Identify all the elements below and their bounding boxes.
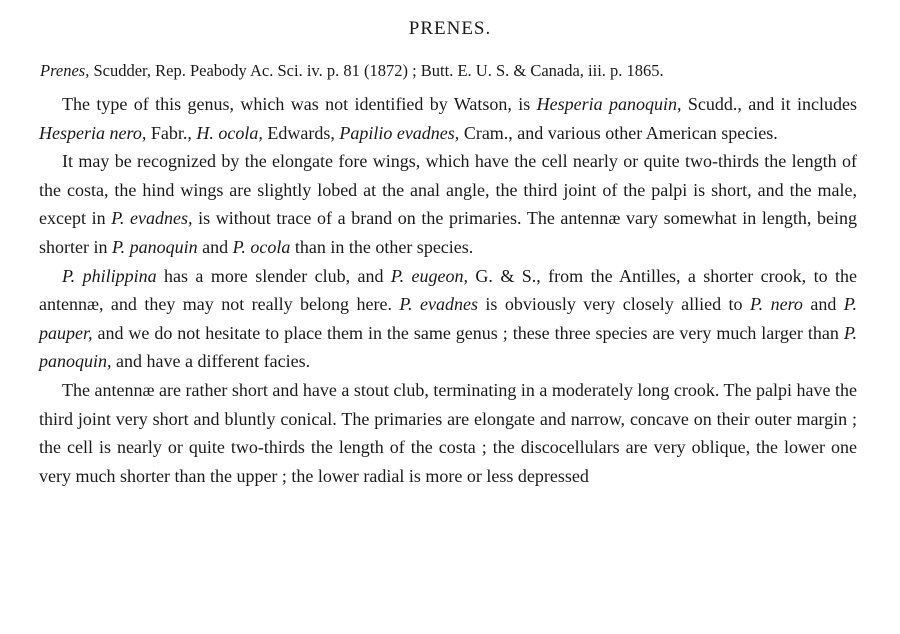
text-run: than in the other species. bbox=[290, 236, 474, 257]
text-run: The antennæ are rather short and have a stout club, terminating in a moderately long crook. The palpi have the third joint very short and bluntly conical. The primaries are elongate and narrow, concave on their outer margin ; the cell is nearly or quite two-thirds the length of the costa ; the discocellulars are very oblique, the lower one very much shorter than the upper ; the lower radial is more or less depressed bbox=[39, 379, 857, 486]
taxon-name: Hesperia nero, bbox=[39, 122, 147, 143]
text-run: Fabr., bbox=[146, 122, 197, 143]
genus-name: Prenes, bbox=[40, 61, 90, 80]
taxon-name: Hesperia panoquin, bbox=[536, 94, 682, 114]
body-text bbox=[39, 90, 857, 490]
taxon-name: P. nero bbox=[749, 294, 803, 315]
taxon-name: Papilio evadnes, bbox=[339, 122, 460, 143]
text-run: The type of this genus, which was not identified by Watson, is bbox=[62, 94, 537, 114]
text-run: It may be recognized by the elongate fore wings, which have the cell nearly or quite two-thirds the length of the costa, the hind wings are slightly lobed at the anal angle, the third joint of the palpi is short, and the male, except in bbox=[39, 151, 857, 229]
text-run: and we do not hesitate to place them in the same genus ; these three species are very much larger than bbox=[92, 322, 844, 343]
taxon-name: P. pauper, bbox=[39, 294, 857, 343]
reference-citation: Scudder, Rep. Peabody Ac. Sci. iv. p. 81 (1872) ; Butt. E. U. S. & Canada, iii. p. 1865. bbox=[93, 61, 664, 80]
taxon-name: H. ocola, bbox=[196, 122, 263, 143]
text-run: is without trace of a brand on the primaries. The antennæ vary somewhat in length, being shorter in bbox=[39, 208, 857, 257]
paragraph bbox=[39, 376, 857, 490]
taxon-name: P. panoquin bbox=[111, 236, 198, 257]
taxon-name: P. evadnes, bbox=[111, 208, 193, 229]
text-run: is obviously very closely allied to bbox=[477, 294, 750, 315]
taxon-name: P. eugeon, bbox=[390, 265, 468, 286]
genus-reference bbox=[40, 61, 870, 81]
taxon-name: P. panoquin, bbox=[39, 322, 857, 372]
text-run: and have a different facies. bbox=[111, 351, 311, 372]
text-run: has a more slender club, and bbox=[156, 265, 391, 286]
paragraph bbox=[39, 262, 857, 376]
taxon-name: P. philippina bbox=[62, 265, 157, 286]
text-run: and bbox=[802, 294, 844, 315]
page-title: PRENES. bbox=[408, 18, 492, 39]
text-run: Scudd., and it includes bbox=[681, 94, 858, 114]
text-run: and bbox=[197, 236, 233, 257]
paragraph bbox=[39, 147, 857, 261]
text-run: Edwards, bbox=[262, 122, 340, 143]
taxon-name: P. evadnes bbox=[399, 294, 478, 315]
paragraph bbox=[39, 90, 857, 147]
text-run: Cram., and various other American species. bbox=[459, 122, 778, 143]
text-run: G. & S., from the Antilles, a shorter crook, to the antennæ, and they may not really belong here. bbox=[39, 265, 857, 315]
taxon-name: P. ocola bbox=[232, 236, 291, 257]
